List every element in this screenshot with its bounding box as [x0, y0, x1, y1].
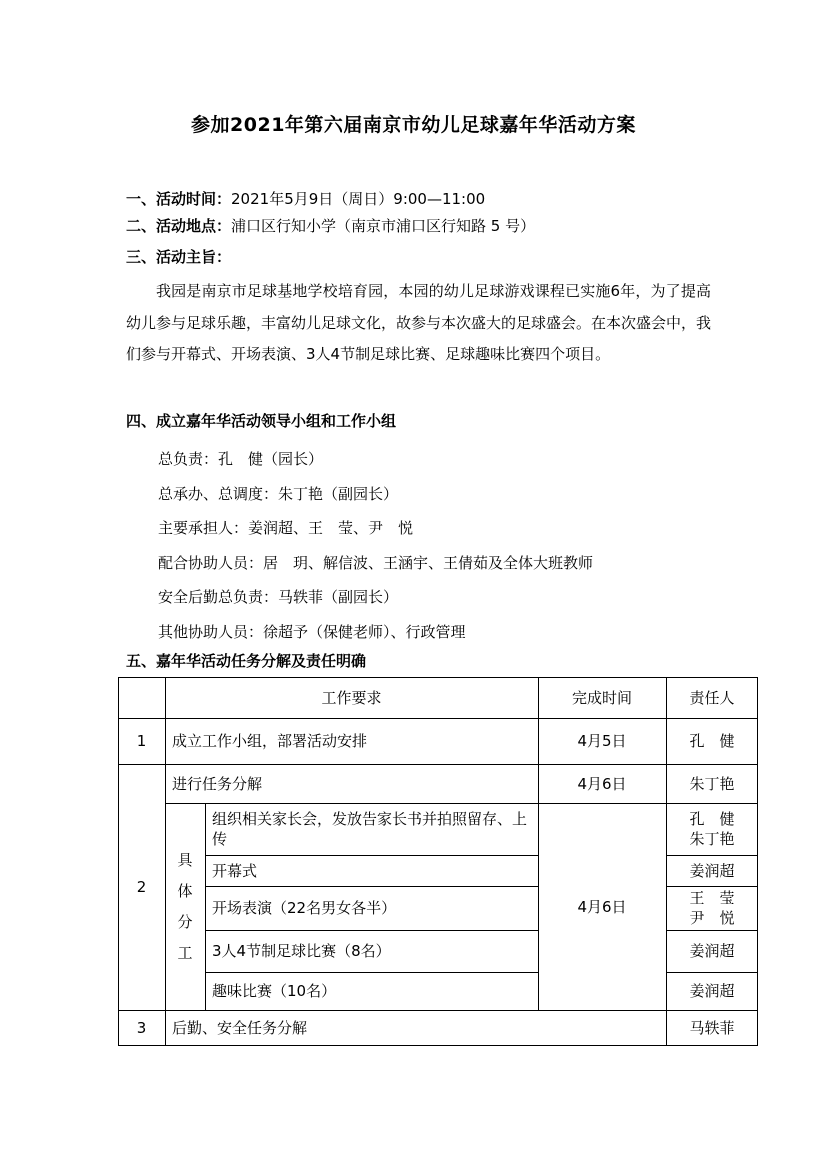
row1-owner: 孔 健 [689, 732, 735, 750]
row3-number: 3 [136, 1018, 147, 1037]
subtask-task: 开场表演（22名男女各半） [212, 899, 397, 917]
group-line-others: 其他协助人员：徐超予（保健老师）、行政管理 [158, 623, 466, 641]
subtask-task: 开幕式 [212, 861, 258, 880]
subtask-label-char: 体 [177, 881, 193, 900]
task-table [118, 677, 758, 1046]
group-line-main-staff: 主要承担人：姜润超、王 莹、尹 悦 [158, 519, 414, 537]
activity-place-value: 浦口区行知小学（南京市浦口区行知路 5 号） [231, 217, 536, 235]
groups-heading: 四、成立嘉年华活动领导小组和工作小组 [126, 412, 397, 430]
group-line-safety: 安全后勤总负责：马轶菲（副园长） [158, 588, 399, 606]
subtask-owner: 孔 健 [689, 810, 735, 828]
row2-work: 进行任务分解 [172, 774, 263, 793]
activity-purpose-paragraph: 我园是南京市足球基地学校培育园，本园的幼儿足球游戏课程已实施6年，为了提高幼儿参与足球乐趣，丰富幼儿足球文化，故参与本次盛大的足球盛会。在本次盛会中，我们参与开幕式、开场表演、3人4节制足球比赛、足球趣味比赛四个项目。 [126, 282, 712, 363]
subtask-time: 4月6日 [577, 897, 627, 916]
subtask-task: 3人4节制足球比赛（8名） [212, 942, 391, 960]
subtask-owners [666, 886, 758, 930]
row2-owner: 朱丁艳 [689, 774, 735, 793]
header-owner: 责任人 [689, 688, 735, 707]
subtask-owner: 朱丁艳 [689, 830, 735, 848]
subtask-label-char: 分 [177, 912, 193, 931]
activity-purpose-label: 三、活动主旨： [126, 248, 232, 266]
subtask-owner: 姜润超 [689, 982, 735, 1000]
row2-number: 2 [136, 878, 147, 896]
document-title: 参加2021年第六届南京市幼儿足球嘉年华活动方案 [191, 114, 636, 136]
row2-time: 4月6日 [577, 774, 627, 793]
row1-number: 1 [136, 732, 147, 750]
subtask-label-char: 工 [177, 943, 193, 962]
subtask-owner: 王 莹 [689, 889, 735, 907]
activity-place-label: 二、活动地点： [126, 217, 232, 235]
row3-work: 后勤、安全任务分解 [172, 1018, 308, 1037]
subtask-task: 组织相关家长会，发放告家长书并拍照留存、上传 [212, 810, 528, 848]
group-line-assistants: 配合协助人员：居 玥、解信波、王涵宇、王倩茹及全体大班教师 [158, 554, 594, 572]
header-time: 完成时间 [571, 688, 632, 707]
row3-time [538, 1010, 666, 1045]
activity-time-line [126, 188, 485, 209]
subtask-owner: 姜润超 [689, 942, 735, 960]
group-line-organizer: 总承办、总调度：朱丁艳（副园长） [158, 485, 399, 503]
row1-time: 4月5日 [577, 732, 627, 750]
row1-work: 成立工作小组，部署活动安排 [172, 732, 368, 750]
activity-time-value: 2021年5月9日（周日）9:00—11:00 [231, 190, 486, 208]
header-work: 工作要求 [321, 688, 382, 707]
tasks-heading: 五、嘉年华活动任务分解及责任明确 [126, 652, 367, 670]
subtask-owner: 尹 悦 [689, 909, 735, 927]
subtask-owner: 姜润超 [689, 861, 735, 880]
table-border-bottom [118, 1045, 758, 1046]
group-line-leader: 总负责：孔 健（园长） [158, 450, 324, 468]
subtask-label-char: 具 [177, 850, 193, 869]
subtask-group-label [165, 803, 205, 1010]
subtask-owners [666, 803, 758, 855]
activity-place-line [126, 215, 535, 236]
subtask-task: 趣味比赛（10名） [212, 982, 337, 1000]
activity-time-label: 一、活动时间： [126, 190, 232, 208]
row3-owner: 马轶菲 [689, 1018, 735, 1037]
